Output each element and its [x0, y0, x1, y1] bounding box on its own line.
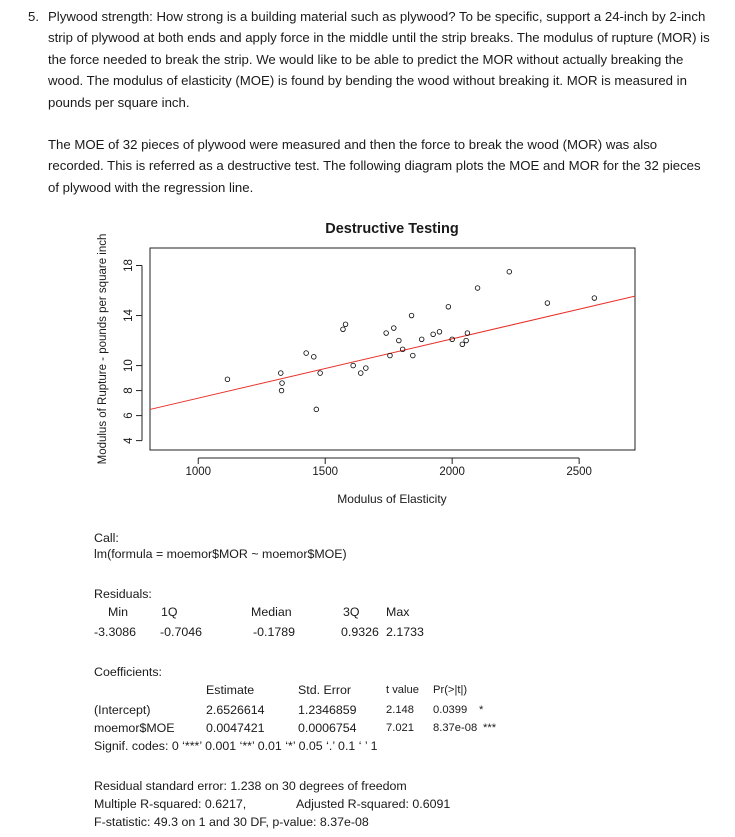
- data-point: [384, 331, 389, 336]
- coef-signif: *: [479, 704, 484, 716]
- regression-line: [150, 296, 635, 409]
- coefficients-label: Coefficients:: [94, 665, 162, 679]
- coef-p-value: 8.37e-08: [433, 722, 478, 734]
- y-tick-label: 14: [123, 309, 135, 322]
- f-statistic: F-statistic: 49.3 on 1 and 30 DF, p-value: 8.37e-08: [94, 815, 369, 829]
- y-axis-label: Modulus of Rupture - pounds per square inch: [97, 233, 109, 465]
- residuals-header: Min: [108, 605, 128, 619]
- y-tick-label: 6: [123, 412, 135, 419]
- x-tick-label: 1000: [185, 466, 212, 478]
- plot-frame: [150, 248, 635, 450]
- y-axis: [123, 259, 142, 444]
- data-point: [437, 330, 442, 335]
- data-point: [341, 327, 346, 332]
- y-tick-label: 10: [123, 359, 135, 372]
- coef-t-value: 2.148: [386, 704, 414, 716]
- coef-row-name: (Intercept): [94, 703, 151, 717]
- data-point: [446, 304, 451, 309]
- residuals-header: Max: [386, 605, 410, 619]
- data-point: [314, 407, 319, 412]
- y-tick-label: 8: [123, 387, 135, 394]
- data-point: [364, 366, 369, 371]
- residuals-value: -0.7046: [160, 625, 203, 639]
- data-point: [311, 355, 316, 360]
- data-point: [278, 371, 283, 376]
- data-point: [460, 342, 465, 347]
- call-formula: lm(formula = moemor$MOR ~ moemor$MOE): [94, 547, 347, 561]
- coef-row-name: moemor$MOE: [94, 721, 175, 735]
- coef-header: Estimate: [206, 683, 255, 697]
- data-point: [545, 301, 550, 306]
- x-tick-label: 2000: [439, 466, 465, 478]
- data-point: [358, 371, 363, 376]
- coef-t-value: 7.021: [386, 722, 414, 734]
- y-tick-label: 18: [123, 259, 135, 272]
- coef-header: t value: [386, 684, 419, 696]
- data-point: [411, 353, 416, 358]
- data-point: [507, 269, 512, 274]
- residuals-value: 0.9326: [341, 625, 379, 639]
- data-point: [343, 322, 348, 327]
- x-axis: [185, 458, 591, 478]
- residuals-label: Residuals:: [94, 587, 152, 601]
- data-point: [431, 332, 436, 337]
- residuals-value: -3.3086: [94, 625, 137, 639]
- data-point: [280, 381, 285, 386]
- data-point: [397, 338, 402, 343]
- data-point: [279, 388, 284, 393]
- r-squared: Multiple R-squared: 0.6217,: [94, 797, 247, 811]
- data-point: [419, 337, 424, 342]
- coef-header: Pr(>|t|): [433, 684, 468, 696]
- scatter-chart: [0, 210, 735, 510]
- data-point: [388, 353, 393, 358]
- data-point: [465, 331, 470, 336]
- data-point: [475, 286, 480, 291]
- adjusted-r-squared: Adjusted R-squared: 0.6091: [296, 797, 451, 811]
- x-tick-label: 2500: [566, 466, 592, 478]
- description-paragraph: The MOE of 32 pieces of plywood were measured and then the force to break the wood (MOR) was also recorded. This is referred as a destructive test. The following diagram plots the MOE and MOR for the 32 pieces of plywood with the regression line.: [48, 137, 701, 195]
- residual-standard-error: Residual standard error: 1.238 on 30 degrees of freedom: [94, 779, 407, 793]
- data-point: [225, 377, 230, 382]
- residuals-header: 1Q: [161, 605, 178, 619]
- data-point: [304, 351, 309, 356]
- y-tick-label: 4: [123, 437, 135, 444]
- residuals-header: 3Q: [343, 605, 360, 619]
- data-points: [225, 269, 597, 411]
- residuals-value: 2.1733: [386, 625, 424, 639]
- data-point: [592, 296, 597, 301]
- coef-estimate: 2.6526614: [206, 703, 265, 717]
- coef-signif: ***: [483, 722, 497, 734]
- data-point: [351, 363, 356, 368]
- signif-codes: Signif. codes: 0 ‘***’ 0.001 ‘**’ 0.01 ‘*’ 0.05 ‘.’ 0.1 ‘ ’ 1: [94, 739, 378, 753]
- coef-header: Std. Error: [298, 683, 352, 697]
- call-label: Call:: [94, 531, 119, 545]
- question-text: Plywood strength: How strong is a building material such as plywood? To be specific, support a 24-inch by 2-inch strip of plywood at both ends and apply force in the middle until the strip breaks. The modulus of rupture (MOR) is the force needed to break the strip. We would like to be able to predict the MOR without actually breaking the wood. The modulus of elasticity (MOE) is found by bending the wood without breaking it. MOR is measured in pounds per square inch.: [48, 9, 710, 110]
- chart-title: Destructive Testing: [325, 221, 459, 237]
- coef-p-value: 0.0399: [433, 704, 468, 716]
- data-point: [464, 338, 469, 343]
- data-point: [318, 371, 323, 376]
- coef-std-error: 0.0006754: [298, 721, 357, 735]
- coef-std-error: 1.2346859: [298, 703, 357, 717]
- data-point: [391, 326, 396, 331]
- x-axis-label: Modulus of Elasticity: [337, 492, 447, 506]
- question-number: 5.: [28, 9, 39, 24]
- residuals-value: -0.1789: [253, 625, 296, 639]
- x-tick-label: 1500: [312, 466, 339, 478]
- data-point: [409, 313, 414, 318]
- residuals-header: Median: [251, 605, 292, 619]
- coef-estimate: 0.0047421: [206, 721, 265, 735]
